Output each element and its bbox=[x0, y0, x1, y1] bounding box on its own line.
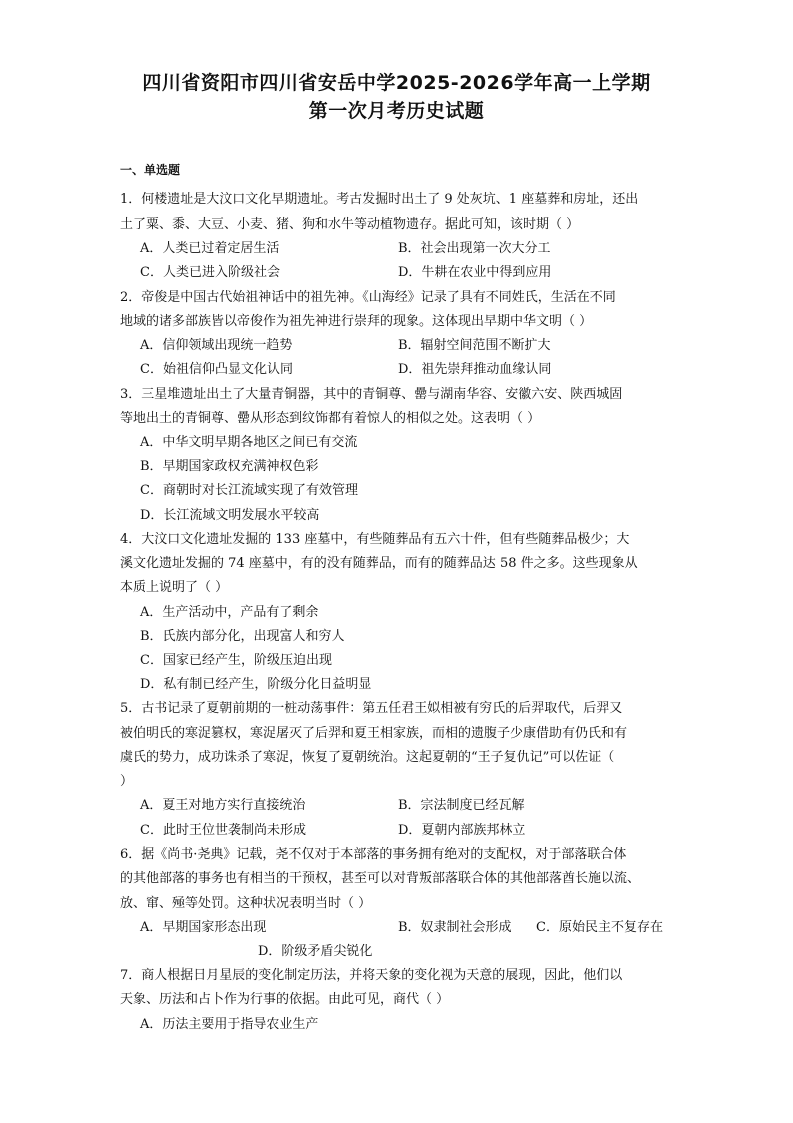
q3-option-c: C．商朝时对长江流域实现了有效管理 bbox=[140, 483, 358, 498]
q6-stem-line-1: 6．据《尚书·尧典》记载，尧不仅对于本部落的事务拥有绝对的支配权，对于部落联合体 bbox=[120, 847, 627, 862]
q4-stem-line-2: 溪文化遗址发掘的 74 座墓中，有的没有随葬品，而有的随葬品达 58 件之多。这些现象从 bbox=[120, 556, 638, 571]
q4-option-a: A．生产活动中，产品有了剩余 bbox=[140, 605, 319, 620]
q2-option-c: C．始祖信仰凸显文化认同 bbox=[140, 362, 293, 377]
q2-stem-line-2: 地域的诸多部族皆以帝俊作为祖先神进行崇拜的现象。这体现出早期中华文明（ ） bbox=[120, 314, 593, 329]
q1-option-a: A．人类已过着定居生活 bbox=[140, 241, 280, 256]
q1-option-b: B．社会出现第一次大分工 bbox=[398, 241, 551, 256]
q5-stem-line-2: 被伯明氏的寒浞篡权，寒浞屠灭了后羿和夏王相家族，而相的遗腹子少康借助有仍氏和有 bbox=[120, 726, 628, 741]
q5-option-a: A．夏王对地方实行直接统治 bbox=[140, 798, 306, 813]
q2-option-a: A．信仰领域出现统一趋势 bbox=[140, 338, 293, 353]
q7-option-a: A．历法主要用于指导农业生产 bbox=[140, 1017, 319, 1032]
q4-option-b: B．氏族内部分化，出现富人和穷人 bbox=[140, 629, 345, 644]
q5-stem-line-3: 虞氏的势力，成功诛杀了寒浞，恢复了夏朝统治。这起夏朝的“王子复仇记”可以佐证（ bbox=[120, 750, 615, 765]
q1-stem-line-1: 1．何楼遗址是大汶口文化早期遗址。考古发掘时出土了 9 处灰坑、1 座墓葬和房址，还出 bbox=[120, 192, 639, 207]
q1-option-d: D．牛耕在农业中得到应用 bbox=[398, 265, 552, 280]
q6-option-c: C．原始民主不复存在 bbox=[536, 920, 663, 935]
exam-title-line-2: 第一次月考历史试题 bbox=[308, 100, 485, 122]
q3-option-b: B．早期国家政权充满神权色彩 bbox=[140, 459, 319, 474]
q5-option-d: D．夏朝内部族邦林立 bbox=[398, 823, 526, 838]
q5-option-c: C．此时王位世袭制尚未形成 bbox=[140, 823, 306, 838]
q6-stem-line-3: 放、窜、殛等处罚。这种状况表明当时（ ） bbox=[120, 896, 372, 911]
q4-stem-line-3: 本质上说明了（ ） bbox=[120, 580, 229, 595]
q4-option-d: D．私有制已经产生，阶级分化日益明显 bbox=[140, 677, 372, 692]
q5-stem-line-1: 5．古书记录了夏朝前期的一桩动荡事件：第五任君王姒相被有穷氏的后羿取代，后羿又 bbox=[120, 701, 623, 716]
q5-stem-line-4: ） bbox=[120, 774, 134, 789]
q6-option-d: D．阶级矛盾尖锐化 bbox=[258, 944, 373, 959]
q1-stem-line-2: 土了粟、黍、大豆、小麦、猪、狗和水牛等动植物遗存。据此可知，该时期（ ） bbox=[120, 217, 580, 232]
q6-stem-line-2: 的其他部落的事务也有相当的干预权，甚至可以对背叛部落联合体的其他部落酋长施以流、 bbox=[120, 871, 641, 886]
q2-option-b: B．辐射空间范围不断扩大 bbox=[398, 338, 551, 353]
q6-option-a: A．早期国家形态出现 bbox=[140, 920, 267, 935]
q3-stem-line-2: 等地出土的青铜尊、罍从形态到纹饰都有着惊人的相似之处。这表明（ ） bbox=[120, 411, 541, 426]
q3-option-a: A．中华文明早期各地区之间已有交流 bbox=[140, 435, 358, 450]
section-heading: 一、单选题 bbox=[120, 163, 181, 177]
q2-option-d: D．祖先崇拜推动血缘认同 bbox=[398, 362, 552, 377]
q1-option-c: C．人类已进入阶级社会 bbox=[140, 265, 280, 280]
q6-option-b: B．奴隶制社会形成 bbox=[398, 920, 512, 935]
q5-option-b: B．宗法制度已经瓦解 bbox=[398, 798, 525, 813]
q7-stem-line-2: 天象、历法和占卜作为行事的依据。由此可见，商代（ ） bbox=[120, 992, 450, 1007]
q2-stem-line-1: 2．帝俊是中国古代始祖神话中的祖先神。《山海经》记录了具有不同姓氏，生活在不同 bbox=[120, 290, 616, 305]
q3-option-d: D．长江流域文明发展水平较高 bbox=[140, 508, 320, 523]
q3-stem-line-1: 3．三星堆遗址出土了大量青铜器，其中的青铜尊、罍与湖南华容、安徽六安、陕西城固 bbox=[120, 387, 623, 402]
q7-stem-line-1: 7．商人根据日月星辰的变化制定历法，并将天象的变化视为天意的展现，因此，他们以 bbox=[120, 968, 623, 983]
exam-title-line-1: 四川省资阳市四川省安岳中学2025-2026学年高一上学期 bbox=[142, 72, 651, 94]
q4-stem-line-1: 4．大汶口文化遗址发掘的 133 座墓中，有些随葬品有五六十件，但有些随葬品极少；大 bbox=[120, 532, 630, 547]
q4-option-c: C．国家已经产生，阶级压迫出现 bbox=[140, 653, 332, 668]
